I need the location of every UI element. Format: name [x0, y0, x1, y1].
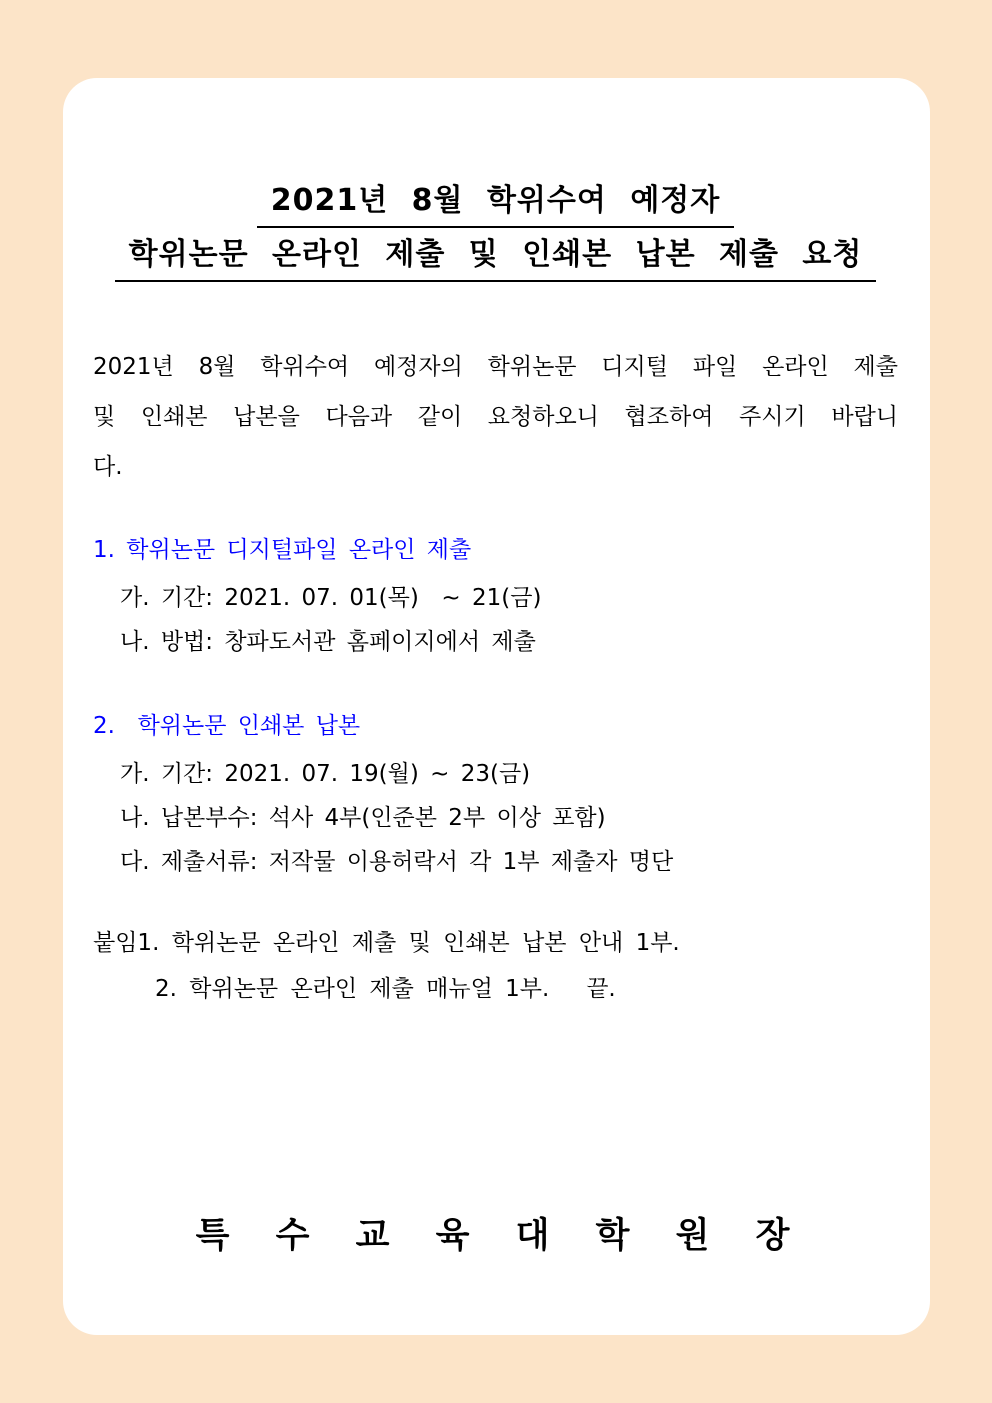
document-title — [93, 182, 898, 290]
section-1-heading: 1. 학위논문 디지털파일 온라인 제출 — [93, 537, 472, 563]
section-2-item-documents: 다. 제출서류: 저작물 이용허락서 각 1부 제출자 명단 — [120, 849, 674, 875]
intro-line-3: 다. — [93, 454, 123, 480]
section-1-items — [93, 576, 898, 664]
attachment-line-1: 붙임1. 학위논문 온라인 제출 및 인쇄본 납본 안내 1부. — [93, 930, 680, 956]
section-1-item-method: 나. 방법: 창파도서관 홈페이지에서 제출 — [120, 629, 536, 655]
intro-paragraph — [93, 342, 898, 492]
section-online-submission — [93, 534, 898, 664]
document-card — [63, 78, 930, 1335]
signature-office: 특 수 교 육 대 학 원 장 — [195, 1216, 796, 1256]
section-2-item-period: 가. 기간: 2021. 07. 19(월) ~ 23(금) — [120, 761, 531, 787]
title-line-1: 2021년 8월 학위수여 예정자 — [257, 182, 735, 228]
section-2-items — [93, 752, 898, 884]
intro-line-1: 2021년 8월 학위수여 예정자의 학위논문 디지털 파일 온라인 제출 — [93, 354, 898, 380]
section-2-heading: 2. 학위논문 인쇄본 납본 — [93, 713, 361, 739]
attachment-line-2: 2. 학위논문 온라인 제출 매뉴얼 1부. 끝. — [155, 976, 616, 1002]
section-2-item-copies: 나. 납본부수: 석사 4부(인준본 2부 이상 포함) — [120, 805, 606, 831]
intro-line-2: 및 인쇄본 납본을 다음과 같이 요청하오니 협조하여 주시기 바랍니 — [93, 404, 898, 430]
title-line-2: 학위논문 온라인 제출 및 인쇄본 납본 제출 요청 — [115, 236, 877, 282]
attachments-block — [93, 920, 898, 1012]
section-print-deposit — [93, 710, 898, 884]
section-1-item-period: 가. 기간: 2021. 07. 01(목) ~ 21(금) — [120, 585, 542, 611]
